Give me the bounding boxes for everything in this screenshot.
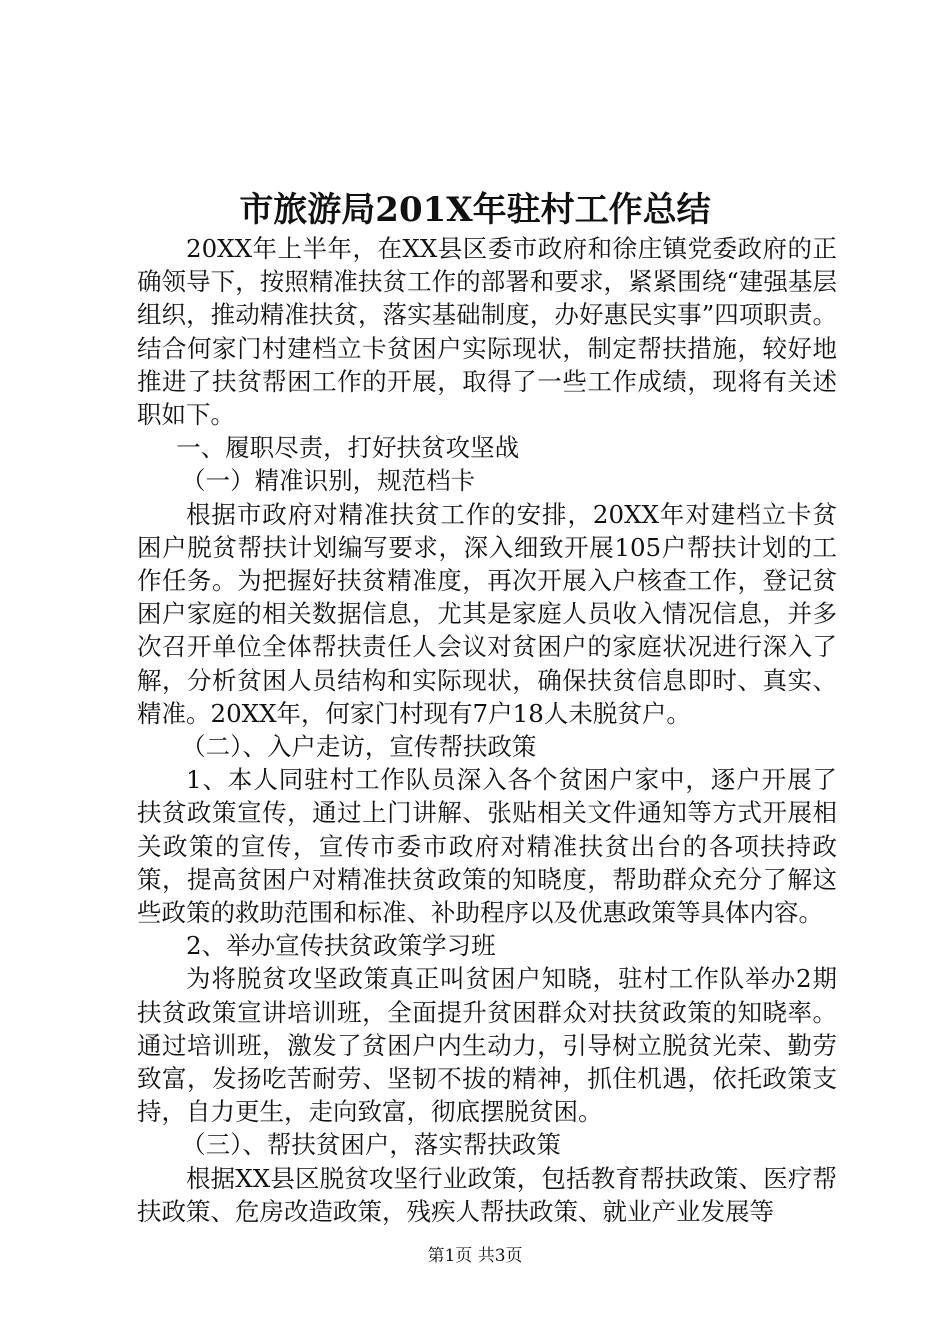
paragraph-intro: 20XX年上半年，在XX县区委市政府和徐庄镇党委政府的正确领导下，按照精准扶贫工作的部署和要求，紧紧围绕“建强基层组织，推动精准扶贫，落实基础制度，办好惠民实事”四项职责。结合何家门村建档立卡贫困户实际现状，制定帮扶措施，较好地推进了扶贫帮困工作的开展，取得了一些工作成绩，现将有关述职如下。	[137, 234, 837, 430]
item-heading-2: 2、举办宣传扶贫政策学习班	[186, 931, 496, 961]
section-heading-1: 一、履职尽责，打好扶贫攻坚战	[176, 433, 520, 463]
document-body	[137, 232, 837, 1228]
paragraph-visits: 1、本人同驻村工作队员深入各个贫困户家中，逐户开展了扶贫政策宣传，通过上门讲解、张贴相关文件通知等方式开展相关政策的宣传，宣传市委市政府对精准扶贫出台的各项扶持政策，提高贫困户对精准扶贫政策的知晓度，帮助群众充分了解这些政策的救助范围和标准、补助程序以及优惠政策等具体内容。	[137, 765, 837, 928]
paragraph-policies: 根据XX县区脱贫攻坚行业政策，包括教育帮扶政策、医疗帮扶政策、危房改造政策，残疾人帮扶政策、就业产业发展等	[137, 1163, 837, 1226]
paragraph-training: 为将脱贫攻坚政策真正叫贫困户知晓，驻村工作队举办2期扶贫政策宣讲培训班，全面提升贫困群众对扶贫政策的知晓率。通过培训班，激发了贫困户内生动力，引导树立脱贫光荣、勤劳致富，发扬吃苦耐劳、坚韧不拔的精神，抓住机遇，依托政策支持，自力更生，走向致富，彻底摆脱贫困。	[137, 964, 837, 1127]
subsection-heading-2: （二）、入户走访，宣传帮扶政策	[181, 732, 537, 762]
subsection-heading-1: （一）精准识别，规范档卡	[181, 466, 476, 496]
document-title: 市旅游局201X年驻村工作总结	[239, 190, 711, 230]
page-indicator: 第1页 共3页	[427, 1246, 523, 1266]
subsection-heading-3: （三）、帮扶贫困户，落实帮扶政策	[181, 1130, 561, 1160]
paragraph-identification: 根据市政府对精准扶贫工作的安排，20XX年对建档立卡贫困户脱贫帮扶计划编写要求，深入细致开展105户帮扶计划的工作任务。为把握好扶贫精准度，再次开展入户核查工作，登记贫困户家庭的相关数据信息，尤其是家庭人员收入情况信息，并多次召开单位全体帮扶责任人会议对贫困户的家庭状况进行深入了解，分析贫困人员结构和实际现状，确保扶贫信息即时、真实、精准。20XX年，何家门村现有7户18人未脱贫户。	[137, 499, 837, 728]
